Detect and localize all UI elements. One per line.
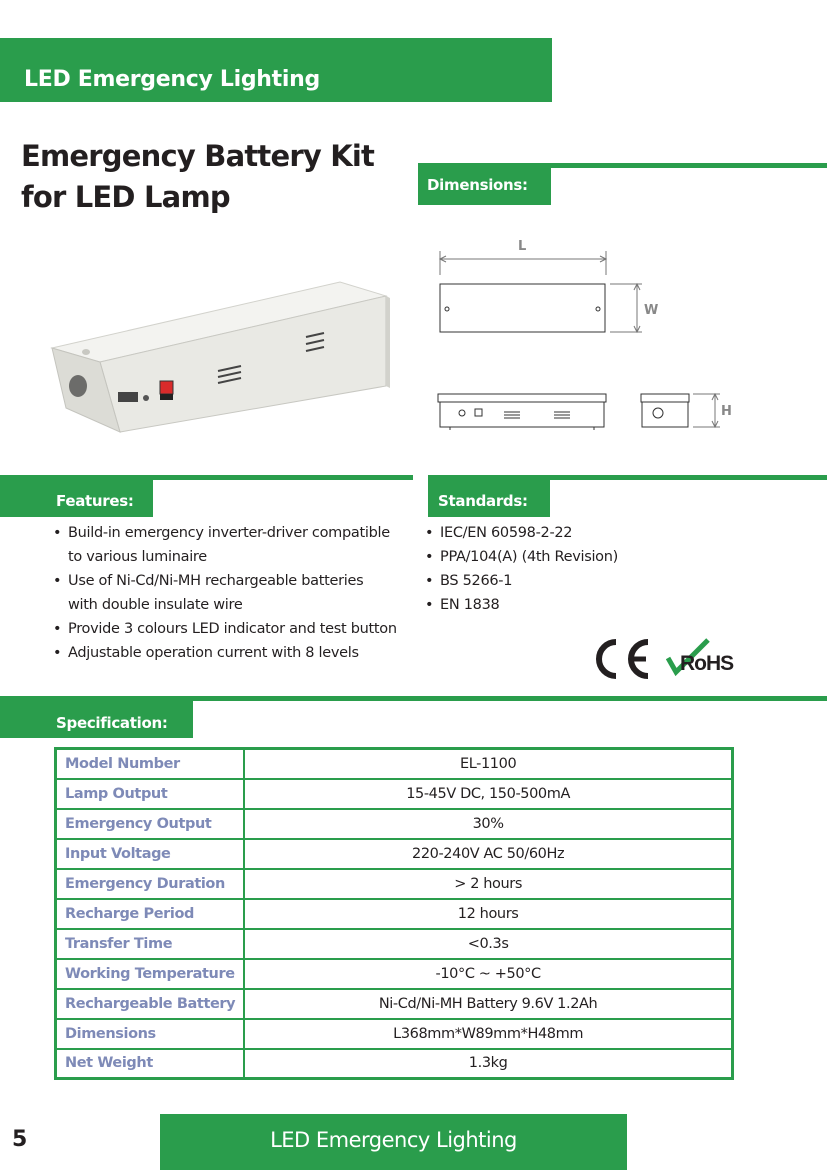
- table-row: Model Number EL-1100: [56, 749, 733, 779]
- features-list: [53, 521, 423, 665]
- table-row: Emergency Output 30%: [56, 809, 733, 839]
- list-item: • Use of Ni-Cd/Ni-MH rechargeable batteries with double insulate wire: [53, 569, 423, 617]
- rohs-mark-text: RoHS: [680, 652, 734, 675]
- dimension-drawing: [430, 225, 810, 440]
- table-row: Working Temperature -10°C ~ +50°C: [56, 959, 733, 989]
- ce-mark-logo: [594, 638, 650, 680]
- product-image: [48, 238, 408, 438]
- table-row: Rechargeable Battery Ni-Cd/Ni-MH Battery 9.6V 1.2Ah: [56, 989, 733, 1019]
- table-row: Emergency Duration > 2 hours: [56, 869, 733, 899]
- footer-banner: [160, 1114, 627, 1170]
- header-banner-title: LED Emergency Lighting: [24, 67, 320, 92]
- table-row: Net Weight 1.3kg: [56, 1049, 733, 1079]
- standards-list: [425, 521, 725, 617]
- table-row: Recharge Period 12 hours: [56, 899, 733, 929]
- header-banner: [0, 38, 552, 102]
- page-title-line2: for LED Lamp: [21, 180, 230, 214]
- features-heading: Features:: [56, 492, 134, 510]
- specification-tab: [0, 700, 193, 738]
- footer-banner-title: LED Emergency Lighting: [270, 1128, 517, 1152]
- list-item: • PPA/104(A) (4th Revision): [425, 545, 725, 569]
- standards-heading: Standards:: [438, 492, 528, 510]
- specification-table: [54, 747, 734, 1080]
- list-item: • IEC/EN 60598-2-22: [425, 521, 725, 545]
- standards-tab: [428, 479, 550, 517]
- page-title: [21, 136, 401, 218]
- dimensions-tab: [418, 167, 551, 205]
- features-tab: [0, 479, 153, 517]
- page-number: 5: [12, 1127, 28, 1152]
- specification-heading: Specification:: [56, 714, 168, 732]
- list-item: • BS 5266-1: [425, 569, 725, 593]
- list-item: • EN 1838: [425, 593, 725, 617]
- rohs-mark-logo: [666, 638, 756, 684]
- table-row: Input Voltage 220-240V AC 50/60Hz: [56, 839, 733, 869]
- dim-label-h: H: [721, 404, 732, 419]
- table-row: Lamp Output 15-45V DC, 150-500mA: [56, 779, 733, 809]
- dimensions-heading: Dimensions:: [427, 176, 528, 194]
- dim-label-w: W: [644, 303, 659, 318]
- list-item: • Adjustable operation current with 8 levels: [53, 641, 423, 665]
- page-title-line1: Emergency Battery Kit: [21, 139, 375, 173]
- dim-label-l: L: [518, 239, 527, 254]
- list-item: • Provide 3 colours LED indicator and test button: [53, 617, 423, 641]
- list-item: • Build-in emergency inverter-driver compatible to various luminaire: [53, 521, 423, 569]
- table-row: Dimensions L368mm*W89mm*H48mm: [56, 1019, 733, 1049]
- table-row: Transfer Time <0.3s: [56, 929, 733, 959]
